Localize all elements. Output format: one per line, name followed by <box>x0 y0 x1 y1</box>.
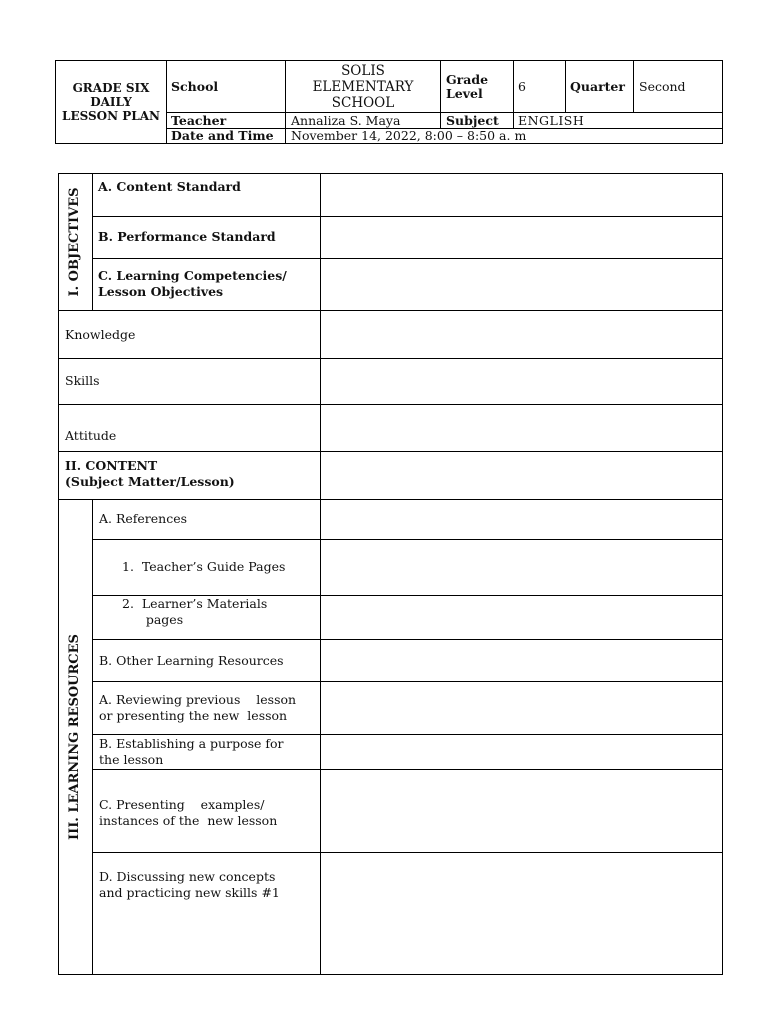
quarter-label: Quarter <box>570 78 625 94</box>
table-divider <box>92 639 723 640</box>
table-divider <box>58 310 723 311</box>
table-divider <box>58 499 723 500</box>
attitude-label: Attitude <box>65 428 117 443</box>
table-divider <box>92 499 93 975</box>
table-divider <box>92 769 723 770</box>
header-divider <box>633 60 634 112</box>
teachers-guide-label: 1. Teacher’s Guide Pages <box>122 559 286 574</box>
plan-title: GRADE SIX DAILY LESSON PLAN <box>62 81 160 123</box>
date-time-value: November 14, 2022, 8:00 – 8:50 a. m <box>291 128 527 143</box>
header-divider <box>565 60 566 112</box>
header-divider <box>513 60 514 128</box>
content-standard-label: A. Content Standard <box>98 179 241 194</box>
header-divider <box>440 60 441 128</box>
learning-competencies-label: C. Learning Competencies/ Lesson Objectives <box>98 268 287 299</box>
table-divider <box>92 216 723 217</box>
table-divider <box>92 539 723 540</box>
learners-materials-label: 2. Learner’s Materials pages <box>122 596 268 627</box>
school-value: SOLIS ELEMENTARY SCHOOL <box>312 62 414 111</box>
table-divider <box>92 681 723 682</box>
table-divider <box>58 451 723 452</box>
table-divider <box>92 173 93 311</box>
objectives-section-label: I. OBJECTIVES <box>67 187 82 297</box>
table-divider <box>92 258 723 259</box>
performance-standard-label: B. Performance Standard <box>98 229 276 244</box>
content-label: II. CONTENT (Subject Matter/Lesson) <box>65 458 235 489</box>
reviewing-label: A. Reviewing previous lesson or presenting the new lesson <box>99 692 297 723</box>
subject-value: ENGLISH <box>518 112 585 128</box>
table-divider <box>92 852 723 853</box>
grade-level-value: 6 <box>518 78 526 94</box>
skills-label: Skills <box>65 373 100 388</box>
other-resources-label: B. Other Learning Resources <box>99 653 284 668</box>
quarter-value: Second <box>639 78 686 94</box>
table-divider <box>58 404 723 405</box>
teacher-label: Teacher <box>171 112 227 128</box>
establishing-label: B. Establishing a purpose for the lesson <box>99 736 284 767</box>
subject-label: Subject <box>446 112 499 128</box>
references-label: A. References <box>99 511 188 526</box>
knowledge-label: Knowledge <box>65 327 136 342</box>
teacher-value: Annaliza S. Maya <box>291 112 401 128</box>
grade-level-label: Grade Level <box>446 71 489 101</box>
table-divider <box>92 734 723 735</box>
presenting-label: C. Presenting examples/ instances of the new lesson <box>99 797 278 828</box>
header-divider <box>166 60 167 144</box>
table-divider <box>320 173 321 975</box>
table-divider <box>58 358 723 359</box>
school-label: School <box>171 78 219 94</box>
date-time-label: Date and Time <box>171 128 274 143</box>
discussing-label: D. Discussing new concepts and practicing new skills #1 <box>99 869 280 900</box>
learning-resources-section-label: III. LEARNING RESOURCES <box>67 634 82 840</box>
